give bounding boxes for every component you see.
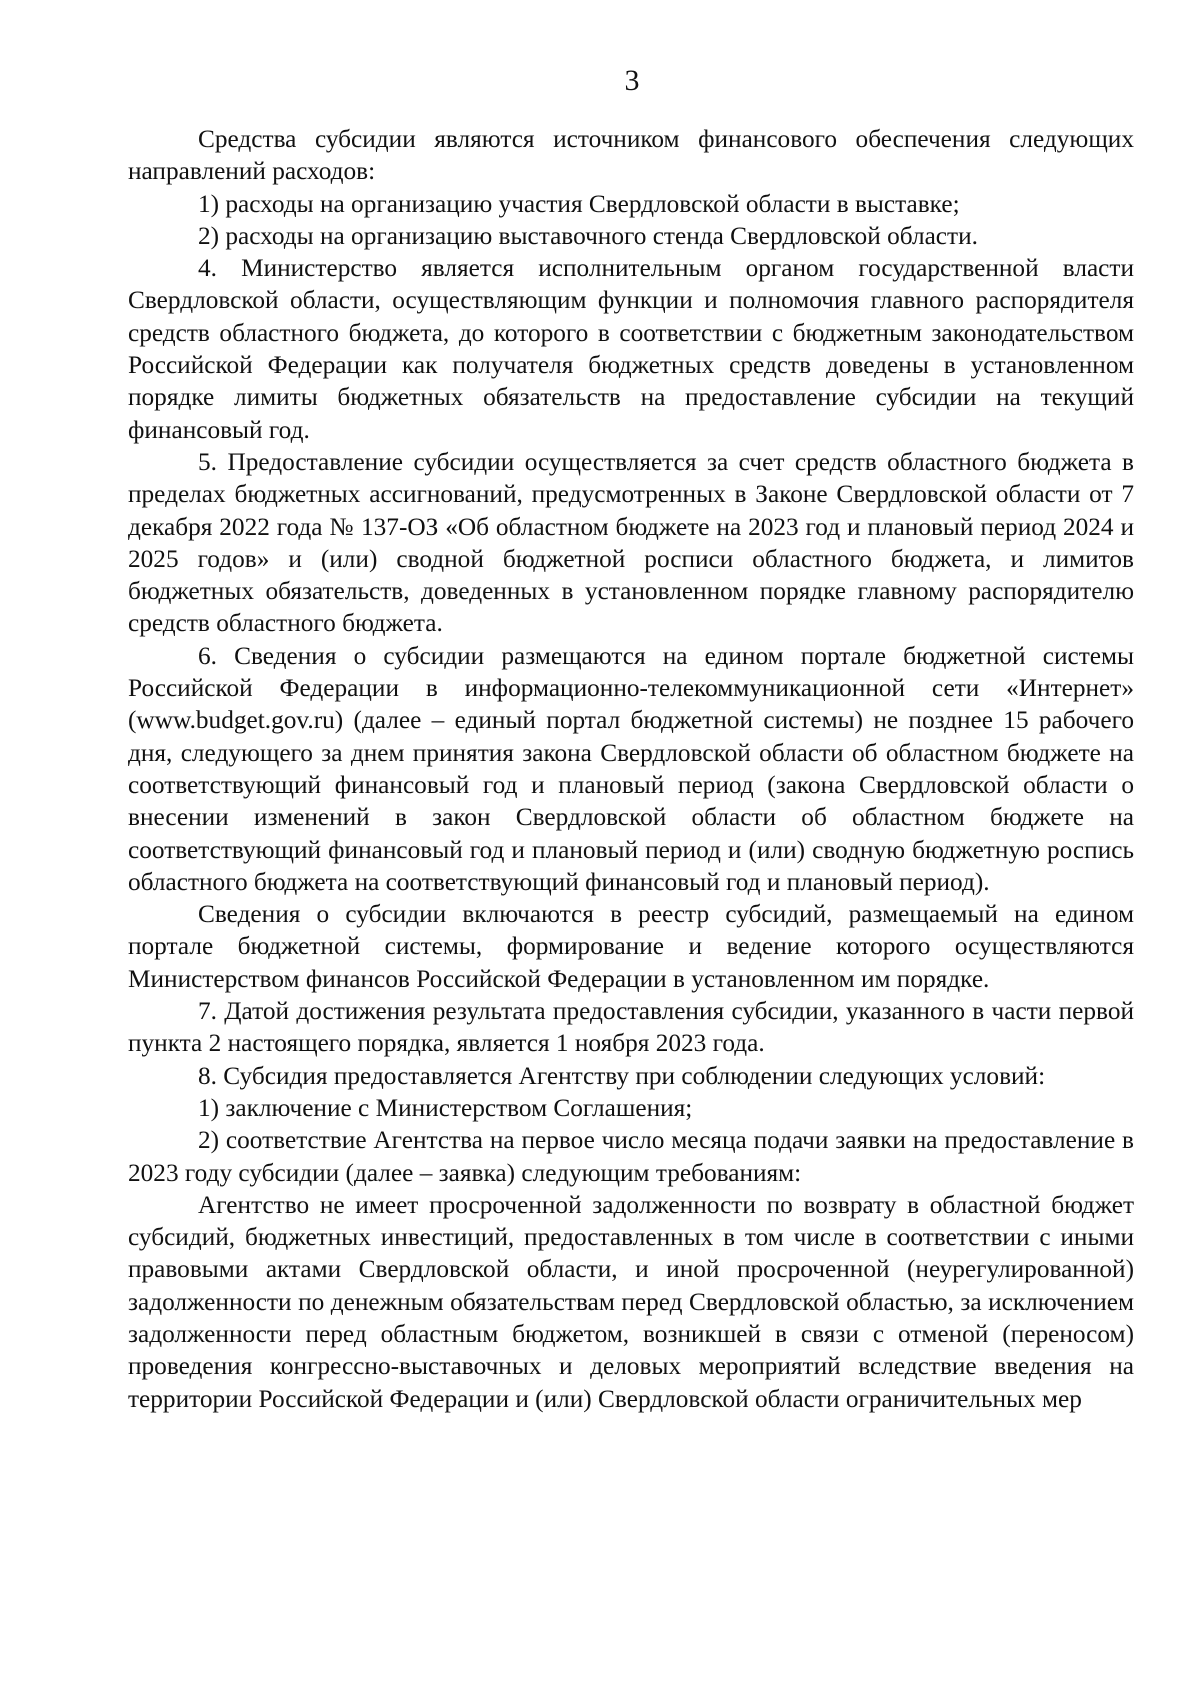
paragraph-agency-requirement: Агентство не имеет просроченной задолженности по возврату в областной бюджет субсидий, бюджетных инвестиций, предоставленных в том числе в соответствии с иными правовыми актами Свердловской области, и иной просроченной (неурегулированной) задолженности по денежным обязательствам перед Свердловской областью, за исключением задолженности перед областным бюджетом, возникшей в связи с отменой (переносом) проведения конгрессно-выставочных и деловых мероприятий вследствие введения на территории Российской Федерации и (или) Свердловской области ограничительных мер xyxy=(128,1190,1134,1413)
paragraph-clause-7: 7. Датой достижения результата предоставления субсидии, указанного в части первой пункта 2 настоящего порядка, является 1 ноября 2023 года. xyxy=(128,997,1134,1058)
paragraph-condition-2: 2) соответствие Агентства на первое число месяца подачи заявки на предоставление в 2023 году субсидии (далее – заявка) следующим требованиям: xyxy=(128,1126,1134,1187)
paragraph-clause-8: 8. Субсидия предоставляется Агентству при соблюдении следующих условий: xyxy=(198,1061,1046,1090)
page-number: 3 xyxy=(624,64,640,97)
paragraph-clause-5: 5. Предоставление субсидии осуществляется за счет средств областного бюджета в пределах бюджетных ассигнований, предусмотренных в Законе Свердловской области от 7 декабря 2022 года № 137-ОЗ «Об областном бюджете на 2023 год и плановый период 2024 и 2025 годов» и (или) сводной бюджетной росписи областного бюджета, и лимитов бюджетных обязательств, доведенных в установленном порядке главному распорядителю средств областного бюджета. xyxy=(128,447,1134,638)
paragraph-subsidy-sources: Средства субсидии являются источником финансового обеспечения следующих направлений расходов: xyxy=(128,125,1134,186)
paragraph-condition-1: 1) заключение с Министерством Соглашения; xyxy=(198,1093,693,1122)
document-body xyxy=(128,123,1134,1415)
paragraph-clause-6: 6. Сведения о субсидии размещаются на едином портале бюджетной системы Российской Федерации в информационно-телекоммуникационной сети «Интернет» (www.budget.gov.ru) (далее – единый портал бюджетной системы) не позднее 15 рабочего дня, следующего за днем принятия закона Свердловской области об областном бюджете на соответствующий финансовый год и плановый период (закона Свердловской области о внесении изменений в закон Свердловской области об областном бюджете на соответствующий финансовый год и плановый период и (или) сводную бюджетную роспись областного бюджета на соответствующий финансовый год и плановый период). xyxy=(128,641,1134,896)
paragraph-clause-4: 4. Министерство является исполнительным органом государственной власти Свердловской области, осуществляющим функции и полномочия главного распорядителя средств областного бюджета, до которого в соответствии с бюджетным законодательством Российской Федерации как получателя бюджетных средств доведены в установленном порядке лимиты бюджетных обязательств на предоставление субсидии на текущий финансовый год. xyxy=(128,254,1134,444)
paragraph-expense-item-2: 2) расходы на организацию выставочного стенда Свердловской области. xyxy=(198,221,978,250)
paragraph-expense-item-1: 1) расходы на организацию участия Свердловской области в выставке; xyxy=(198,189,960,218)
paragraph-subsidy-registry: Сведения о субсидии включаются в реестр субсидий, размещаемый на едином портале бюджетной системы, формирование и ведение которого осуществляются Министерством финансов Российской Федерации в установленном им порядке. xyxy=(128,900,1134,993)
